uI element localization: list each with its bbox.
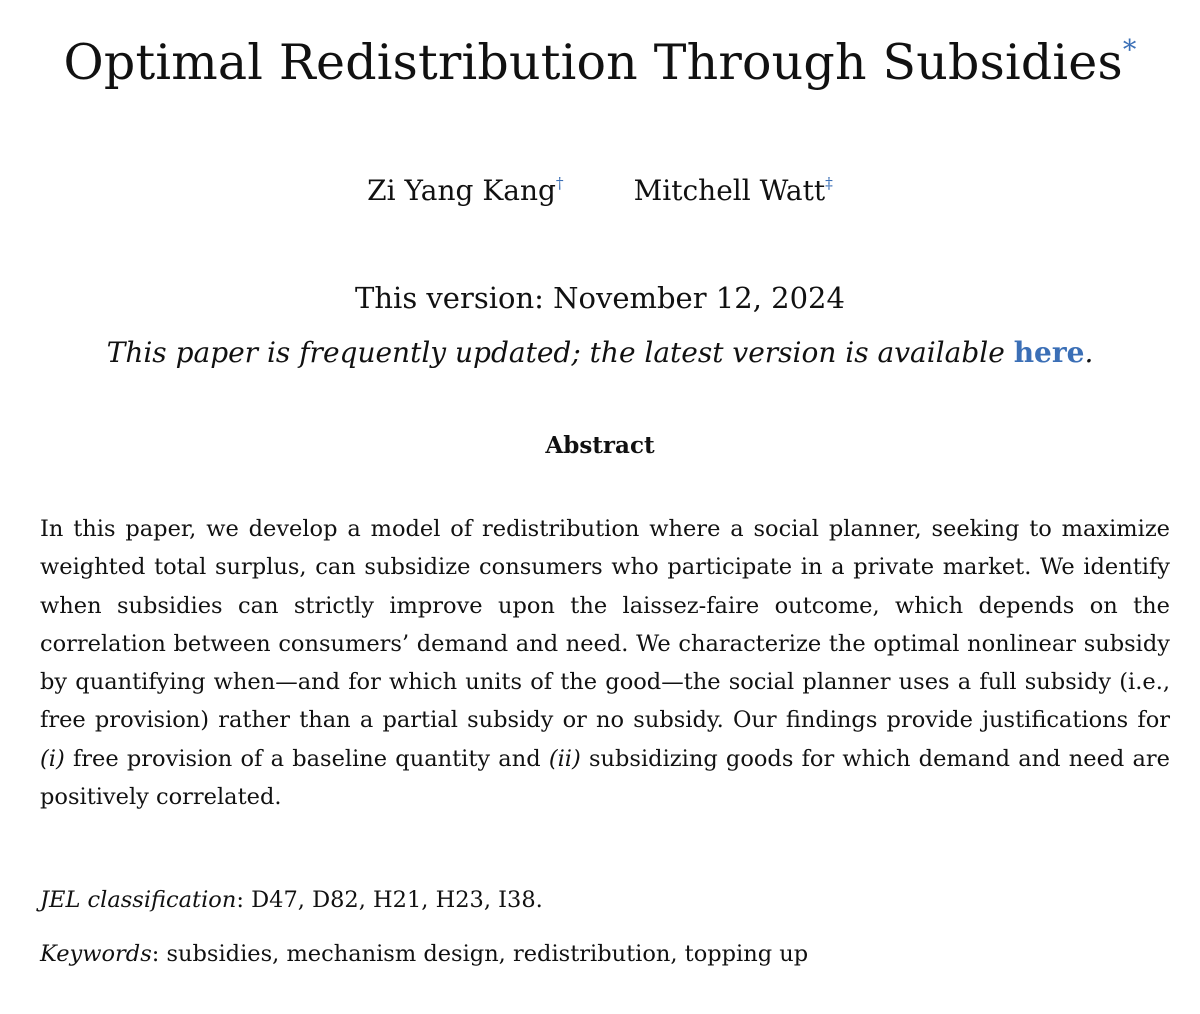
author-2-footnote-mark[interactable]: ‡ — [825, 174, 833, 193]
author-1-footnote-mark[interactable]: † — [555, 174, 564, 193]
author-list — [0, 166, 1200, 216]
keywords-separator: : — [151, 941, 160, 967]
paper-title — [0, 28, 1200, 98]
abstract-part-2: free provision of a baseline quantity and — [64, 745, 549, 772]
abstract-heading: Abstract — [545, 432, 655, 459]
latest-version-link[interactable]: here — [1013, 336, 1085, 369]
update-note-end: . — [1084, 336, 1094, 369]
author-1 — [367, 174, 563, 207]
jel-label: JEL classification — [40, 887, 237, 913]
author-2-name: Mitchell Watt — [633, 174, 826, 207]
update-note — [0, 330, 1200, 376]
author-2 — [634, 174, 833, 207]
jel-codes: D47, D82, H21, H23, I38. — [243, 887, 543, 913]
abstract-marker-i: (i) — [40, 745, 65, 772]
jel-classification — [40, 880, 1170, 920]
keywords-list: subsidies, mechanism design, redistribution, topping up — [159, 941, 809, 967]
abstract-marker-ii: (ii) — [548, 745, 581, 772]
keywords-label: Keywords — [40, 941, 152, 967]
keywords — [40, 934, 1170, 974]
version-date: This version: November 12, 2024 — [355, 281, 845, 315]
abstract-part-3: subsidizing goods for which demand and need are positively correlated. — [40, 745, 1170, 811]
jel-separator: : — [236, 887, 244, 913]
title-footnote-mark[interactable]: * — [1122, 34, 1137, 66]
paper-title-text: Optimal Redistribution Through Subsidies — [63, 34, 1123, 91]
abstract-part-1: In this paper, we develop a model of redistribution where a social planner, seeking to maximize weighted total surplus, can subsidize consumers who participate in a private market. We identify when subsidies can strictly improve upon the laissez-faire outcome, which depends on the correlation between consumers’ demand and need. We characterize the optimal nonlinear subsidy by quantifying when—and for which units of the good—the social planner uses a full subsidy (i.e., free provision) rather than a partial subsidy or no subsidy. Our findings provide justifications for — [40, 516, 1170, 734]
abstract-text — [40, 510, 1170, 816]
update-note-text: This paper is frequently updated; the latest version is available — [106, 336, 1014, 369]
author-1-name: Zi Yang Kang — [367, 174, 556, 207]
